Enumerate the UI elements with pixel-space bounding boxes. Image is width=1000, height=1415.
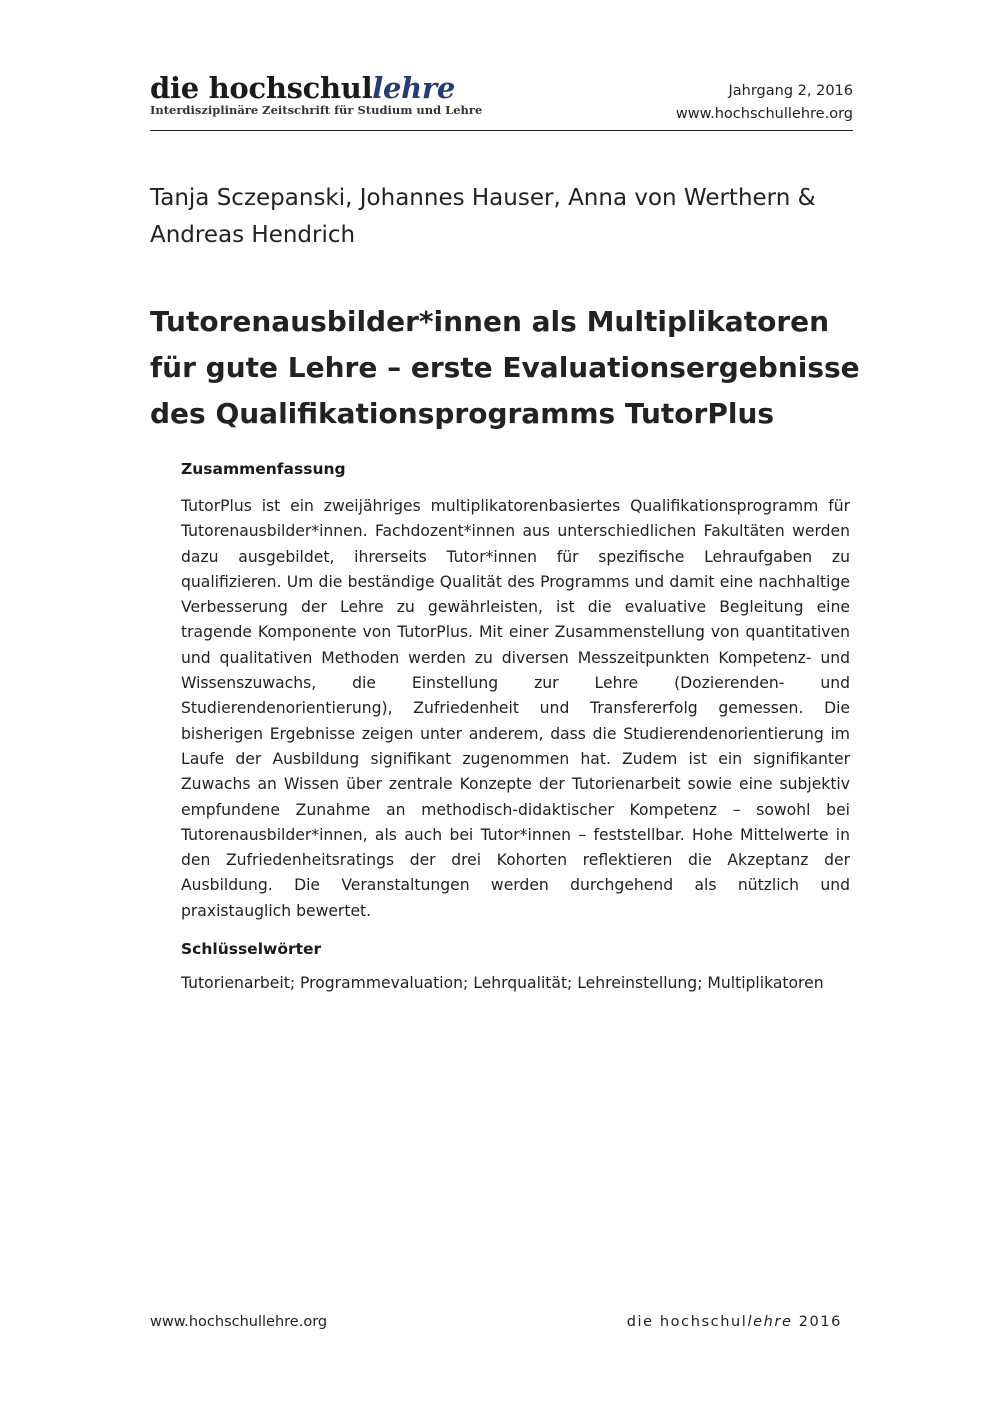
keywords-text: Tutorienarbeit; Programmevaluation; Lehrqualität; Lehreinstellung; Multiplikatoren bbox=[181, 974, 824, 992]
journal-subtitle: Interdisziplinäre Zeitschrift für Studium und Lehre bbox=[150, 103, 483, 117]
page-header bbox=[150, 70, 853, 131]
abstract-section bbox=[181, 458, 850, 924]
footer-journal bbox=[627, 1314, 842, 1330]
abstract-heading: Zusammenfassung bbox=[181, 460, 346, 478]
authors-line-1: Tanja Sczepanski, Johannes Hauser, Anna von Werthern & bbox=[150, 185, 816, 211]
header-website-link[interactable]: www.hochschullehre.org bbox=[675, 106, 853, 122]
volume-label: Jahrgang 2, 2016 bbox=[728, 83, 853, 99]
journal-logo bbox=[150, 72, 455, 104]
article-title: Tutorenausbilder*innen als Multiplikatoren für gute Lehre – erste Evaluationsergebnisse des Qualifikationsprogramms TutorPlus bbox=[150, 305, 860, 430]
footer-website-link[interactable]: www.hochschullehre.org bbox=[150, 1314, 328, 1330]
keywords-heading: Schlüsselwörter bbox=[181, 940, 322, 958]
footer-journal-main: die hochschul bbox=[626, 1314, 748, 1330]
abstract-text: TutorPlus ist ein zweijähriges multiplikatorenbasiertes Qualifikationsprogramm für Tutorenausbilder*innen. Fachdozent*innen aus unterschiedlichen Fakultäten werden dazu ausgebildet, ihrerseits Tutor*innen für spezifische Lehraufgaben zu qualifizieren. Um die beständige Qualität des Programms und damit eine nachhaltige Verbesserung der Lehre zu gewährleisten, ist die evaluative Begleitung eine tragende Komponente von TutorPlus. Mit einer Zusammenstellung von quantitativen und qualitativen Methoden werden zu diversen Messzeitpunkten Kompetenz- und Wissenszuwachs, die Einstellung zur Lehre (Dozierenden- und Studierendenorientierung), Zufriedenheit und Transfererfolg gemessen. Die bisherigen Ergebnisse zeigen unter anderem, dass die Studierendenorientierung im Laufe der Ausbildung signifikant zugenommen hat. Zudem ist ein signifikanter Zuwachs an Wissen über zentrale Konzepte der Tutorienarbeit sowie eine subjektiv empfundene Zunahme an methodisch-didaktischer Kompetenz – sowohl bei Tutorenausbilder*innen, als auch bei Tutor*innen – feststellbar. Hohe Mittelwerte in den Zufriedenheitsratings der drei Kohorten reflektieren die Akzeptanz der Ausbildung. Die Veranstaltungen werden durchgehend als nützlich und praxistauglich bewertet. bbox=[181, 497, 850, 920]
authors bbox=[150, 180, 870, 254]
authors-line-2: Andreas Hendrich bbox=[150, 222, 356, 248]
header-meta bbox=[676, 80, 853, 126]
footer-year: 2016 bbox=[792, 1314, 842, 1330]
journal-name-main: die hochschul bbox=[150, 71, 373, 105]
journal-name-accent: lehre bbox=[372, 71, 456, 105]
footer-journal-accent: lehre bbox=[747, 1314, 793, 1330]
